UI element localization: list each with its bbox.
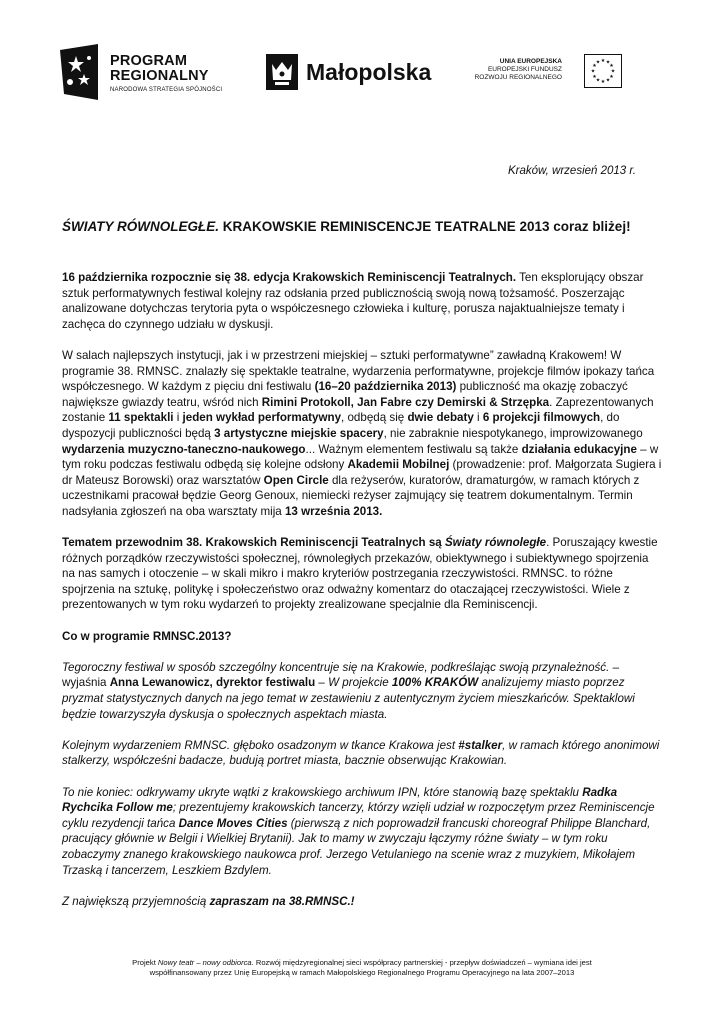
p2-text-2: publiczność ma okazję zobaczyć największe gwiazdy teatru, wśród nich (62, 380, 628, 409)
program-regionalny-logo (58, 44, 248, 100)
p2-bold-6: 6 projekcji filmowych (482, 411, 601, 425)
svg-text:★: ★ (590, 68, 596, 75)
p1-text-1: Ten eksplorujący obszar sztuk performatywnych festiwal kolejny raz odsłania przed publicznością swoją nową tożsamość. Poszerzając analizowane dotychczas terytoria pyta o współczesnego człowieka i kulturę, porusza najaktualniejsze tematy i zachęca do czynnego udziału w dyskusji. (62, 271, 644, 331)
footer-italic-1: Nowy teatr – nowy odbiorca. (157, 958, 254, 967)
p2-bold-1: (16–20 października 2013) (314, 380, 457, 394)
p2-bold-5: dwie debaty (407, 411, 474, 425)
p2-bold-10: Akademii Mobilnej (347, 458, 450, 472)
svg-text:★: ★ (592, 63, 597, 69)
document-body (62, 270, 662, 925)
document-title (62, 219, 631, 234)
p2-text-12: dla reżyserów, kuratorów, dramaturgów, w ramach których z uczestnikami pracował będzie Georg Genoux, niemiecki reżyser zajmujący się teatrem dokumentalnym. Termin nadsyłania zgłoszeń na oba warsztaty mija (62, 473, 640, 518)
p3-bold-1: Tematem przewodnim 38. Krakowskich Reminiscencji Teatralnych są (62, 536, 445, 550)
paragraph-theme (62, 535, 662, 613)
svg-text:★: ★ (600, 79, 606, 85)
p2-text-1: W salach najlepszych instytucji, jak i w przestrzeni miejskiej – sztuki performatywne” zawładną Krakowem! W programie 38. RMNSC. znalazły się spektakle teatralne, wydarzenia performatywne, projekcje filmów ipokazy tańca współczesnego. W każdym z pięciu dni festiwalu (62, 348, 655, 394)
svg-text:★: ★ (595, 59, 601, 66)
p3-text-1: . Poruszający kwestie różnych porządków rzeczywistości społecznej, równoległych przekazów, obiektywnego i subiektywnego spojrzenia na nas samych i otoczenie – w skali mikro i makro kryteriów postrzegania rzeczywistości. RMNSC. to różne spojrzenia na sztukę, politykę i społeczeństwo oraz odważny komentarz do otaczającej rzeczywistości. Wiele z prezentowanych w tym roku wydarzeń to projekty zrealizowane specjalnie dla Reminiscencji. (62, 536, 658, 612)
footer-line2: współfinansowany przez Unię Europejską w ramach Małopolskiego Regionalnego Programu Operacyjnego na lata 2007–2013 (149, 968, 575, 977)
paragraph-quote (62, 660, 662, 722)
p6-italic-3: (pierwszą z nich poprowadził francuski choreograf Philippe Blanchard, pracujący głównie w Belgii i Wielkiej Brytanii). Jak to mamy w zwyczaju łączymy różne światy – w tym roku zobaczymy znanego krakowskiego naukowca prof. Jerzego Vetulaniego na scenie wraz z muzykiem, Mikołajem Trzaską i tancerzem, Leszkiem Bzdylem. (62, 816, 651, 877)
svg-text:★: ★ (605, 77, 611, 84)
p3-bold-italic-1: Światy równoległe (444, 536, 547, 550)
p2-text-7: , do dyspozycji publiczności będą (62, 411, 620, 440)
malopolska-logo (266, 54, 456, 90)
document-date: Kraków, wrzesień 2013 r. (507, 165, 636, 177)
p2-bold-4: jeden wykład performatywny (182, 411, 342, 425)
p2-bold-7: 3 artystyczne miejskie spacery (214, 426, 384, 440)
p2-bold-9: działania edukacyjne (521, 442, 637, 456)
heading-text: Co w programie RMNSC.2013? (62, 629, 232, 643)
footer-text-1: Projekt (132, 958, 158, 967)
eu-line2: EUROPEJSKI FUNDUSZ (487, 66, 562, 73)
p4-italic-1: Tegoroczny festiwal w sposób szczególny koncentruje się na Krakowie, podkreślając swoją przynależność. (62, 660, 610, 674)
program-regionalny-icon (58, 44, 100, 100)
malopolska-crown-icon (266, 54, 298, 90)
p2-text-3: . Zaprezentowanych zostanie (62, 395, 654, 425)
p2-bold-2: Rimini Protokoll, Jan Fabre czy Demirski & Strzępka (261, 395, 550, 409)
svg-text:★: ★ (592, 74, 597, 80)
document-footer (62, 958, 662, 978)
svg-text:★: ★ (610, 68, 616, 75)
p5-italic-1: Kolejnym wydarzeniem RMNSC. głęboko osadzonym w tkance Krakowa jest (62, 738, 459, 752)
paragraph-more (62, 785, 662, 879)
p2-text-6: i (473, 411, 483, 425)
svg-text:★: ★ (609, 63, 614, 69)
svg-text:★: ★ (600, 58, 606, 64)
p6-bold-italic-2: Dance Moves Cities (178, 816, 288, 830)
p2-text-5: , odbędą się (341, 411, 408, 425)
section-heading (62, 629, 662, 645)
p2-text-8: , nie zabraknie niespotykanego, improwizowanego (383, 426, 643, 440)
paragraph-stalker (62, 738, 662, 769)
p7-bold-italic-1: zapraszam na 38.RMNSC.! (209, 894, 355, 908)
svg-text:★: ★ (609, 74, 614, 80)
footer-line1 (62, 958, 662, 968)
p7-italic-1: Z największą przyjemnością (62, 894, 210, 908)
svg-text:★: ★ (605, 59, 611, 66)
eu-line3: ROZWOJU REGIONALNEGO (474, 74, 562, 81)
svg-text:★: ★ (595, 77, 601, 84)
program-regionalny-line3: NARODOWA STRATEGIA SPÓJNOŚCI (110, 87, 223, 93)
p2-text-10: – w tym roku podczas festiwalu odbędą się kolejne odsłony (62, 442, 659, 472)
paragraph-program (62, 348, 662, 520)
p2-bold-8: wydarzenia muzyczno-taneczno-naukowego (62, 442, 306, 456)
p2-text-11: (prowadzenie: prof. Małgorzata Sugiera i dr Mateusz Borowski) oraz warsztatów (62, 458, 662, 487)
program-regionalny-line1: PROGRAM (110, 53, 188, 69)
p6-italic-1: To nie koniec: odkrywamy ukryte wątki z krakowskiego archiwum IPN, które stanowią bazę spektaklu (62, 785, 583, 799)
p1-bold-1: 16 października rozpocznie się 38. edycja Krakowskich Reminiscencji Teatralnych. (62, 271, 517, 284)
p5-bold-italic-1: #stalker (458, 738, 503, 752)
title-italic: ŚWIATY RÓWNOLEGŁE. (62, 219, 219, 234)
p6-bold-italic-1: Radka Rychcika Follow me (62, 785, 618, 815)
eu-flag-icon (584, 54, 622, 88)
p2-bold-11: Open Circle (263, 473, 329, 487)
p2-text-9: ... Ważnym elementem festiwalu są także (305, 442, 522, 456)
p4-text-2: – (315, 676, 329, 690)
p5-italic-2: , w ramach którego anonimowi stalkerzy, współcześni badacze, budują portret miasta, bacznie obserwując Krakowian. (62, 738, 660, 768)
p4-italic-2: W projekcie (328, 676, 392, 690)
eu-logo (466, 54, 626, 90)
p6-italic-2: ; prezentujemy krakowskich tancerzy, którzy wzięli udział w rozpoczętym przez Reminiscencje cyklu rezydencji tańca (62, 801, 655, 830)
paragraph-intro (62, 270, 662, 332)
malopolska-wordmark: Małopolska (306, 59, 432, 85)
title-rest: KRAKOWSKIE REMINISCENCJE TEATRALNE 2013 coraz bliżej! (219, 219, 631, 234)
p2-text-4: i (173, 411, 183, 425)
paragraph-invite (62, 894, 662, 910)
program-regionalny-line2: REGIONALNY (110, 68, 209, 84)
p4-text-1: – wyjaśnia (62, 660, 620, 690)
footer-text-2: Rozwój międzyregionalnej sieci współpracy partnerskiej - przepływ doświadczeń – wymiana idei jest (253, 958, 592, 967)
p4-bold-1: Anna Lewanowicz, dyrektor festiwalu (109, 676, 316, 690)
eu-line1: UNIA EUROPEJSKA (499, 58, 562, 65)
p4-italic-3: analizujemy miasto poprzez pryzmat statystycznych danych na jego temat w zestawieniu z autentycznym życiem mieszkańców. Spektaklowi będzie towarzyszyła dyskusja o społecznych aspektach miasta. (62, 676, 635, 721)
p2-bold-3: 11 spektakli (108, 411, 174, 425)
p2-bold-12: 13 września 2013. (284, 504, 383, 518)
p4-bold-italic-1: 100% KRAKÓW (391, 676, 479, 690)
eu-text (466, 58, 562, 82)
